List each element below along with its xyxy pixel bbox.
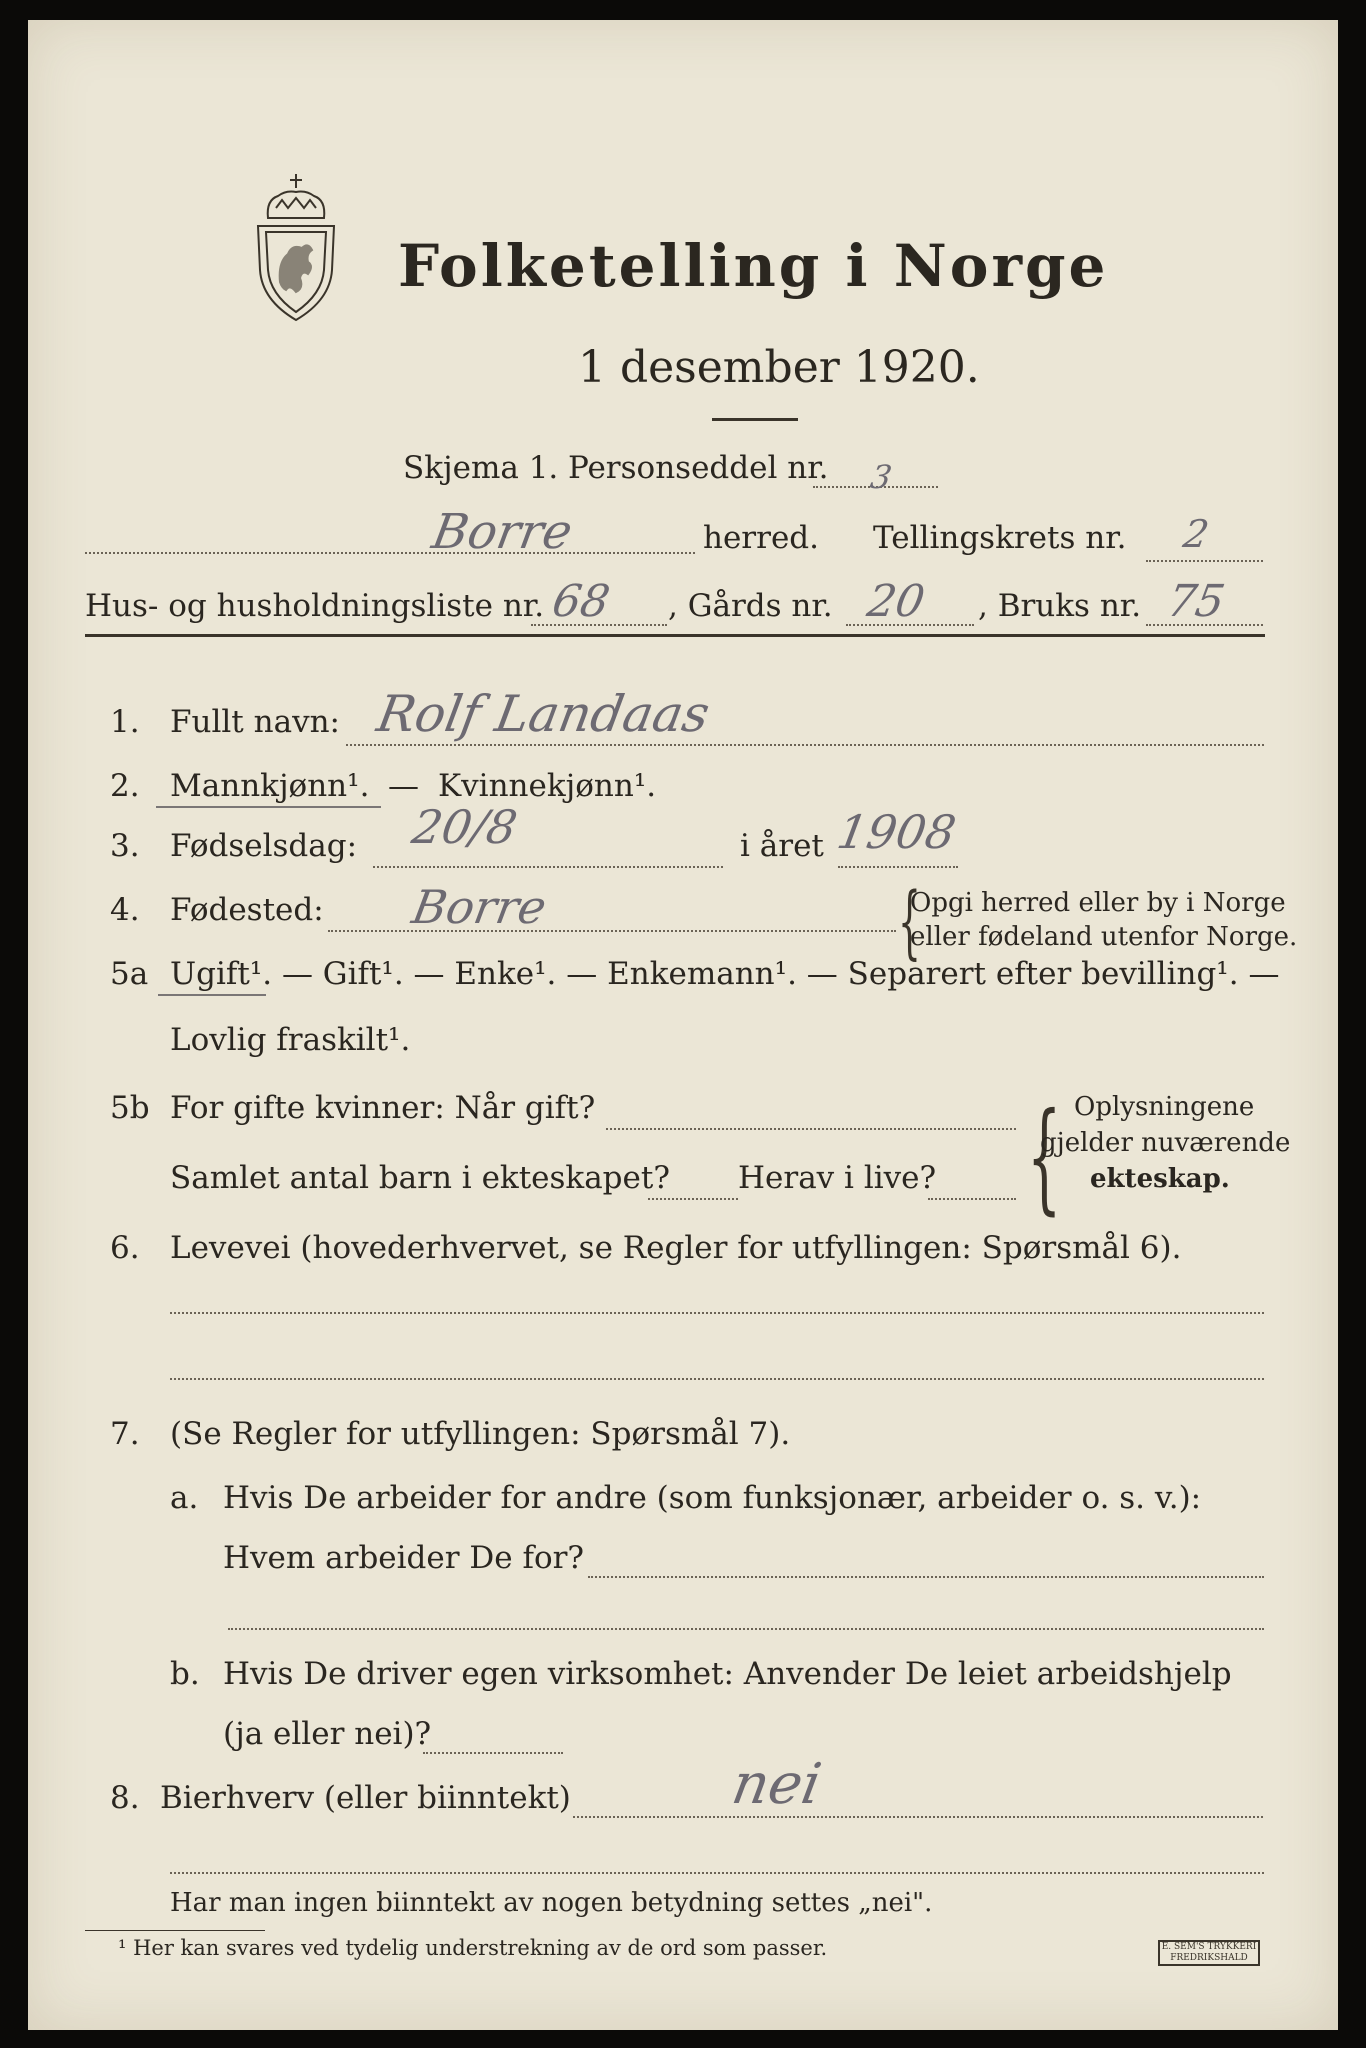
husliste-value: 68 — [548, 576, 614, 627]
male-option: Mannkjønn¹. — [170, 768, 370, 804]
q2-number: 2. — [110, 768, 140, 804]
q7b-number: b. — [170, 1656, 200, 1692]
married-when-line — [606, 1128, 1016, 1130]
herred-value: Borre — [428, 504, 577, 560]
header-divider — [85, 634, 1265, 637]
q6-label: Levevei (hovederhvervet, se Regler for utfyllingen: Spørsmål 6). — [170, 1230, 1182, 1266]
q8-line-extra — [170, 1872, 1264, 1874]
census-form — [28, 20, 1338, 2030]
male-underline — [156, 806, 381, 808]
q7a-line — [588, 1576, 1264, 1578]
husliste-label: Hus- og husholdningsliste nr. — [85, 588, 545, 624]
personseddel-label: Personseddel nr. — [568, 450, 829, 486]
children-label: Samlet antal barn i ekteskapet? — [170, 1160, 670, 1196]
unmarried-underline — [158, 994, 266, 996]
q8-label: Bierhverv (eller biinntekt) — [160, 1780, 571, 1816]
birthplace-value: Borre — [408, 880, 551, 934]
q7a-line2: Hvem arbeider De for? — [223, 1540, 585, 1576]
full-name-value: Rolf Landaas — [372, 685, 714, 743]
footnote: ¹ Her kan svares ved tydelig understrekning av de ord som passer. — [118, 1936, 828, 1960]
q3-label: Fødselsdag: — [170, 828, 358, 864]
printer-stamp: E. SEM'S TRYKKERI FREDRIKSHALD — [1158, 1940, 1260, 1966]
q5b-brace: { — [1026, 1088, 1062, 1227]
bruks-label: , Bruks nr. — [978, 588, 1142, 624]
year-line — [838, 866, 958, 868]
q3-number: 3. — [110, 828, 140, 864]
q8-number: 8. — [110, 1780, 140, 1816]
year-label: i året — [740, 828, 824, 864]
q1-line — [346, 744, 1264, 746]
tellingskrets-value: 2 — [1180, 512, 1213, 556]
q7b-line1: Hvis De driver egen virksomhet: Anvender De leiet arbeidshjelp — [223, 1656, 1232, 1692]
schema-label: Skjema 1. — [403, 450, 559, 486]
q2-separator: — — [388, 768, 419, 804]
q7a-line1: Hvis De arbeider for andre (som funksjonær, arbeider o. s. v.): — [223, 1480, 1202, 1516]
q1-label: Fullt navn: — [170, 704, 340, 740]
q7-number: 7. — [110, 1416, 140, 1452]
birthday-value: 20/8 — [408, 800, 522, 854]
q7-label: (Se Regler for utfyllingen: Spørsmål 7). — [170, 1416, 791, 1452]
marital-status-options: Ugift¹. — Gift¹. — Enke¹. — Enkemann¹. — Separert efter bevilling¹. — — [170, 956, 1280, 992]
q5b-note-line2: gjelder nuværende — [1040, 1128, 1291, 1158]
alive-line — [928, 1198, 1016, 1200]
personseddel-value: 3 — [867, 458, 895, 496]
tellingskrets-line — [1146, 560, 1263, 562]
q4-label: Fødested: — [170, 892, 324, 928]
children-line — [648, 1198, 738, 1200]
q1-number: 1. — [110, 704, 140, 740]
q4-note-line2: eller fødeland utenfor Norge. — [910, 922, 1298, 952]
gards-value: 20 — [863, 576, 929, 627]
q7a-number: a. — [170, 1480, 199, 1516]
q5b-note-line3: ekteskap. — [1090, 1164, 1230, 1194]
tellingskrets-label: Tellingskrets nr. — [873, 520, 1127, 556]
alive-label: Herav i live? — [738, 1160, 937, 1196]
divorced-option: Lovlig fraskilt¹. — [170, 1022, 411, 1058]
gards-label: , Gårds nr. — [668, 588, 833, 624]
herred-line — [85, 552, 695, 554]
female-option: Kvinnekjønn¹. — [438, 768, 657, 804]
income-note: Har man ingen biinntekt av nogen betydning settes „nei". — [170, 1888, 933, 1918]
coat-of-arms-icon — [246, 170, 346, 325]
birth-year-value: 1908 — [833, 805, 960, 859]
q4-note-line1: Opgi herred eller by i Norge — [910, 888, 1286, 918]
q7b-line2: (ja eller nei)? — [223, 1716, 432, 1752]
q5a-number: 5a — [110, 956, 149, 992]
q8-line — [573, 1816, 1263, 1818]
title-divider — [712, 418, 798, 421]
q7a-line-extra — [228, 1628, 1264, 1630]
footnote-divider — [85, 1930, 265, 1931]
q3-line — [373, 866, 723, 868]
q4-brace: { — [897, 875, 921, 968]
q6-line1 — [170, 1312, 1264, 1314]
q7b-line — [423, 1752, 563, 1754]
q5b-number: 5b — [110, 1090, 150, 1126]
q4-number: 4. — [110, 892, 140, 928]
bruks-value: 75 — [1163, 576, 1229, 627]
q6-number: 6. — [110, 1230, 140, 1266]
form-title: Folketelling i Norge — [398, 232, 1109, 300]
census-date: 1 desember 1920. — [578, 342, 980, 393]
side-income-value: nei — [727, 1752, 826, 1817]
q6-line2 — [170, 1378, 1264, 1380]
q5b-note-line1: Oplysningene — [1074, 1092, 1255, 1122]
herred-label: herred. — [703, 520, 819, 556]
married-when-label: For gifte kvinner: Når gift? — [170, 1090, 596, 1126]
